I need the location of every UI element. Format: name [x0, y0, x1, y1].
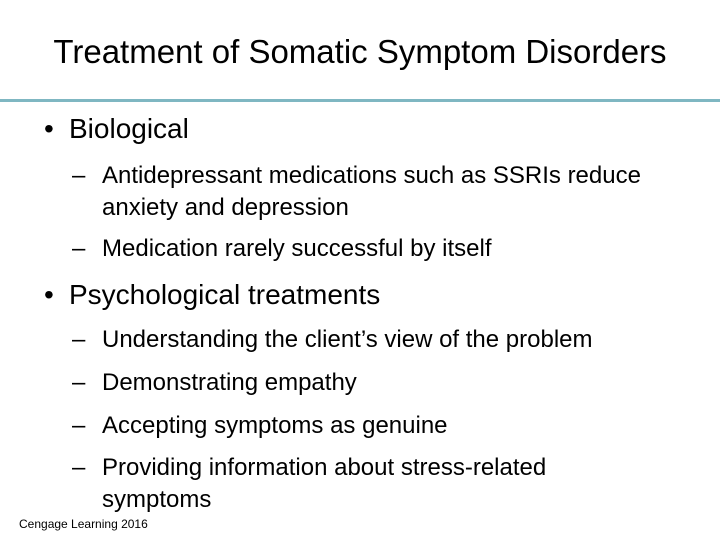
dash-glyph: – — [72, 162, 86, 189]
sub-bullet — [72, 160, 692, 224]
dash-glyph: – — [72, 326, 86, 353]
bullet-dot: • — [44, 279, 54, 310]
dash-glyph: – — [72, 454, 86, 481]
sub-bullet — [72, 452, 632, 516]
sub-bullet — [72, 324, 692, 356]
slide-title: Treatment of Somatic Symptom Disorders — [53, 33, 667, 70]
sub-bullet-text: Antidepressant medications such as SSRIs reduce anxiety and depression — [102, 162, 641, 221]
dash-glyph: – — [72, 369, 86, 396]
sub-bullet — [72, 367, 692, 399]
bullet-heading: Biological — [69, 113, 189, 144]
sub-bullet — [72, 410, 692, 442]
sub-bullet-text: Accepting symptoms as genuine — [102, 412, 448, 439]
sub-bullet-text: Understanding the client’s view of the problem — [102, 326, 593, 353]
sub-bullet-text: Providing information about stress-related symptoms — [102, 454, 547, 513]
sub-bullet-text: Demonstrating empathy — [102, 369, 357, 396]
title-divider — [0, 99, 720, 102]
dash-glyph: – — [72, 235, 86, 262]
bullet-dot: • — [44, 113, 54, 144]
bullet-psychological — [44, 278, 380, 312]
sub-bullet-text: Medication rarely successful by itself — [102, 235, 492, 262]
sub-bullet — [72, 233, 692, 265]
footer-credit: Cengage Learning 2016 — [19, 517, 148, 531]
bullet-biological — [44, 112, 189, 146]
dash-glyph: – — [72, 412, 86, 439]
bullet-heading: Psychological treatments — [69, 279, 381, 310]
